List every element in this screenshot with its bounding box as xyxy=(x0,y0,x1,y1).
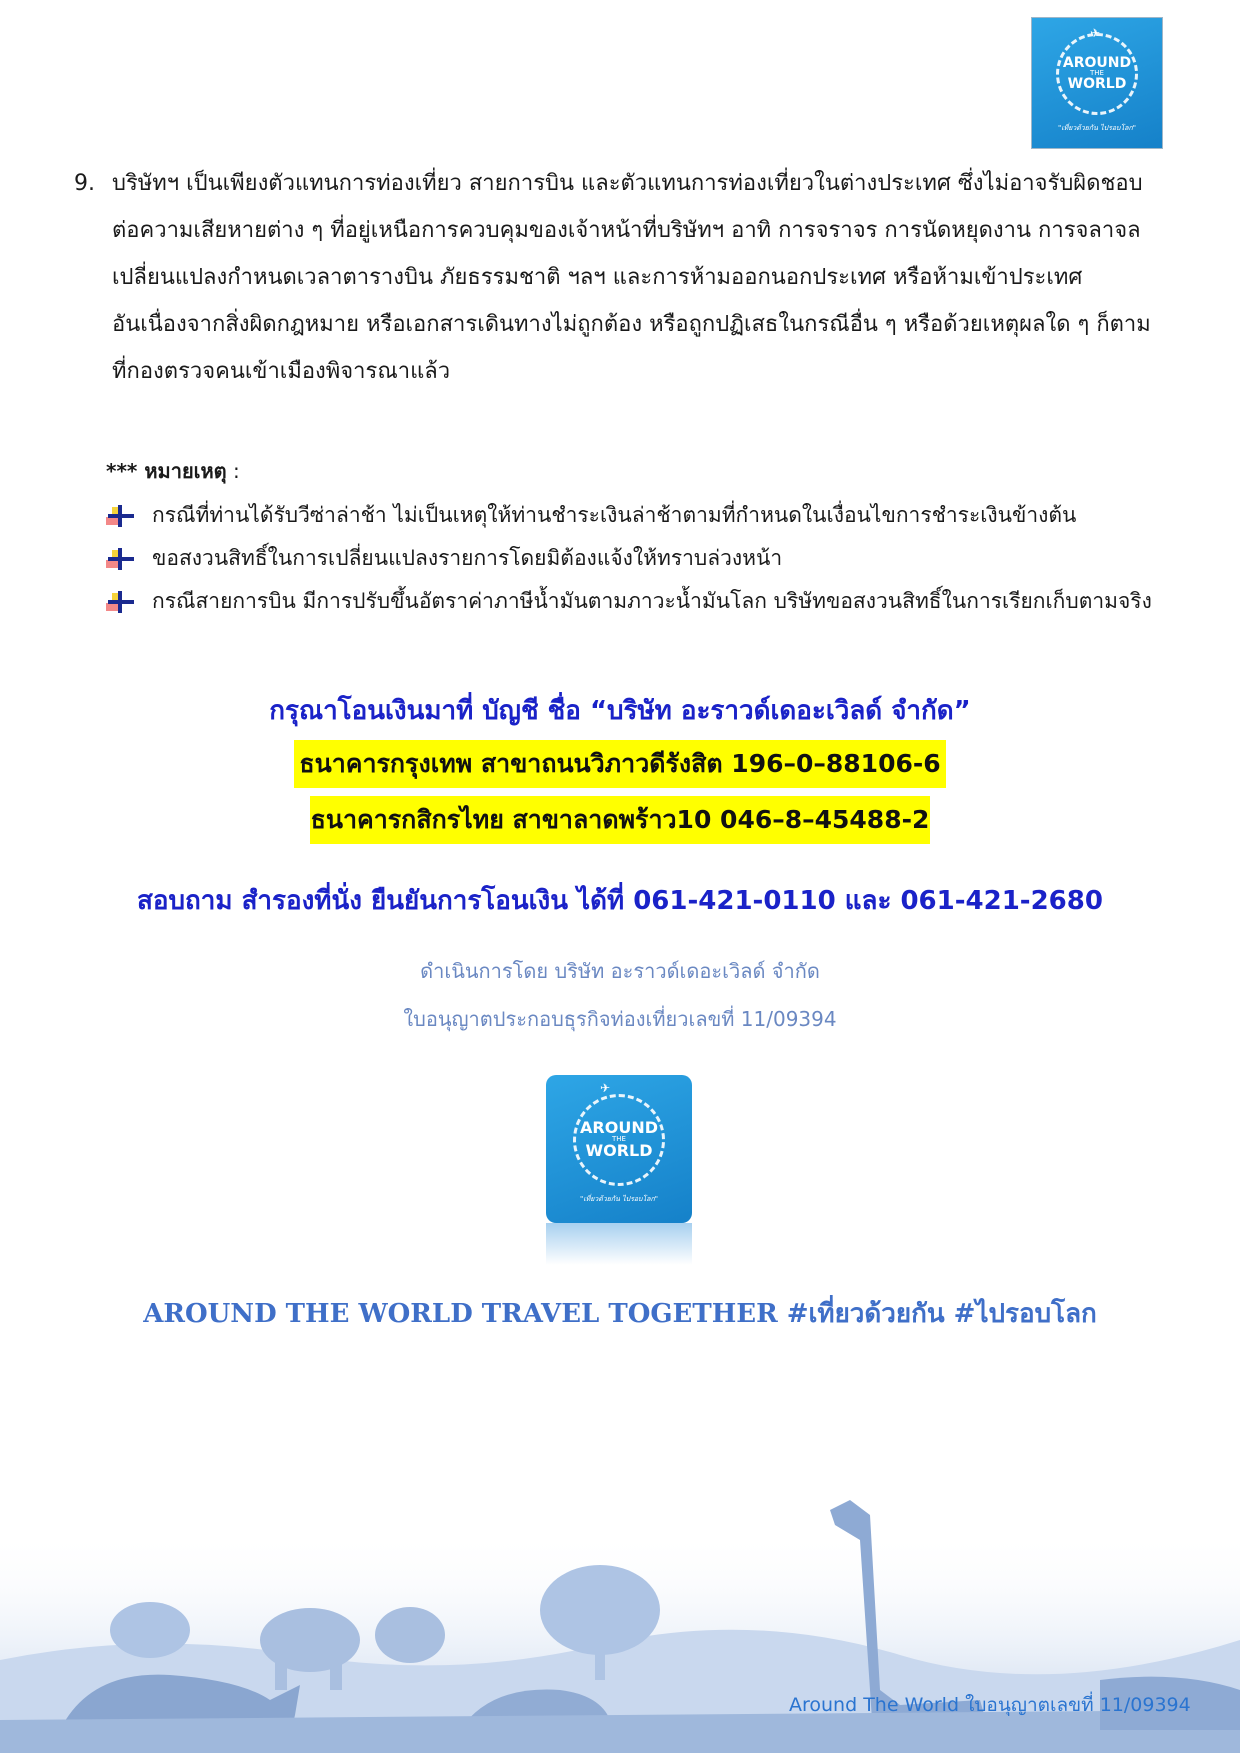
logo-reflection xyxy=(546,1223,692,1265)
notes-title: *** หมายเหตุ xyxy=(106,459,227,483)
bullet-icon xyxy=(106,591,136,613)
airplane-icon: ✈ xyxy=(600,1081,611,1095)
logo-tagline: "เที่ยวด้วยกัน ไปรอบโลก" xyxy=(1058,123,1136,132)
bank-account-bangkok: ธนาคารกรุงเทพ สาขาถนนวิภาวดีรังสิต 196–0–88106-6 xyxy=(294,740,946,788)
item-line: ที่กองตรวจคนเข้าเมืองพิจารณาแล้ว xyxy=(112,359,451,384)
item-number: 9. xyxy=(74,171,95,196)
footer-license: Around The World ใบอนุญาตเลขที่ 11/09394 xyxy=(789,1694,1191,1716)
bullet-icon xyxy=(106,548,136,570)
item-text xyxy=(112,160,1172,395)
slogan: AROUND THE WORLD TRAVEL TOGETHER #เที่ยวด้วยกัน #ไปรอบโลก xyxy=(143,1299,1097,1329)
bank-account-kasikorn: ธนาคารกสิกรไทย สาขาลาดพร้าว10 046–8–45488-2 xyxy=(310,796,930,844)
operator-license: ใบอนุญาตประกอบธุรกิจท่องเที่ยวเลขที่ 11/09394 xyxy=(403,1007,837,1031)
note-text: กรณีสายการบิน มีการปรับขึ้นอัตราค่าภาษีน้ำมันตามภาวะน้ำมันโลก บริษัทขอสงวนสิทธิ์ในการเรียกเก็บตามจริง xyxy=(152,589,1152,613)
bullet-icon xyxy=(106,505,136,527)
note-text: กรณีที่ท่านได้รับวีซ่าล่าช้า ไม่เป็นเหตุให้ท่านชำระเงินล่าช้าตามที่กำหนดในเงื่อนไขการชำระเงินข้างต้น xyxy=(152,503,1077,527)
item-line: บริษัทฯ เป็นเพียงตัวแทนการท่องเที่ยว สายการบิน และตัวแทนการท่องเที่ยวในต่างประเทศ ซึ่งไม่อาจรับผิดชอบ xyxy=(112,171,1143,196)
payment-title: กรุณาโอนเงินมาที่ บัญชี ชื่อ “บริษัท อะราวด์เดอะเวิลด์ จำกัด” xyxy=(269,696,971,726)
logo-text-around: AROUND xyxy=(1062,55,1132,71)
company-logo-top xyxy=(1031,17,1163,149)
logo-text-around: AROUND xyxy=(580,1118,658,1137)
company-logo-center xyxy=(546,1075,692,1223)
operator-name: ดำเนินการโดย บริษัท อะราวด์เดอะเวิลด์ จำกัด xyxy=(420,959,820,983)
item-line: ต่อความเสียหายต่าง ๆ ที่อยู่เหนือการควบคุมของเจ้าหน้าที่บริษัทฯ อาทิ การจราจร การนัดหยุดงาน การจลาจล xyxy=(112,218,1141,243)
logo-ring xyxy=(1056,33,1138,115)
logo-text-world: WORLD xyxy=(1067,76,1127,92)
logo-text-world: WORLD xyxy=(585,1141,653,1160)
note-text: ขอสงวนสิทธิ์ในการเปลี่ยนแปลงรายการโดยมิต้องแจ้งให้ทราบล่วงหน้า xyxy=(152,546,783,570)
airplane-icon: ✈ xyxy=(1090,26,1101,40)
item-line: เปลี่ยนแปลงกำหนดเวลาตารางบิน ภัยธรรมชาติ ฯลฯ และการห้ามออกนอกประเทศ หรือห้ามเข้าประเทศ xyxy=(112,265,1083,290)
notes-colon: : xyxy=(226,459,240,483)
notes-heading xyxy=(106,455,240,487)
logo-ring xyxy=(573,1094,665,1186)
logo-text-the: THE xyxy=(612,1135,626,1143)
contact-line: สอบถาม สำรองที่นั่ง ยืนยันการโอนเงิน ได้ที่ 061-421-0110 และ 061-421-2680 xyxy=(137,886,1103,916)
item-line: อันเนื่องจากสิ่งผิดกฎหมาย หรือเอกสารเดินทางไม่ถูกต้อง หรือถูกปฏิเสธในกรณีอื่น ๆ หรือด้วยเหตุผลใด ๆ ก็ตาม xyxy=(112,312,1151,337)
logo-text-the: THE xyxy=(1090,69,1104,77)
logo-tagline: "เที่ยวด้วยกัน ไปรอบโลก" xyxy=(580,1194,658,1203)
